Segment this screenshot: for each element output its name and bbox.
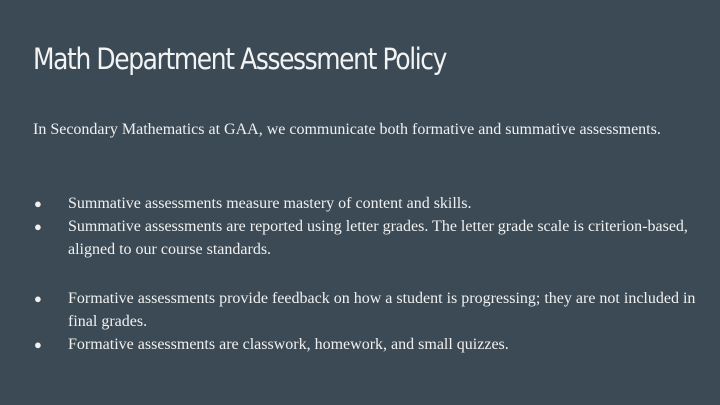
- bullet-icon: ●: [34, 219, 42, 234]
- bullet-item: [33, 333, 698, 356]
- formative-bullet-list: [33, 287, 698, 356]
- summative-bullet-list: [33, 192, 698, 261]
- bullet-item: [33, 287, 698, 333]
- bullet-item: [33, 215, 698, 261]
- bullet-text: Summative assessments are reported using letter grades. The letter grade scale is criterion-based, aligned to our course standards.: [68, 218, 688, 258]
- bullet-item: [33, 192, 698, 215]
- slide-title: Math Department Assessment Policy: [33, 42, 447, 76]
- bullet-text: Summative assessments measure mastery of content and skills.: [68, 195, 472, 212]
- bullet-icon: ●: [34, 291, 42, 306]
- bullet-icon: ●: [34, 337, 42, 352]
- intro-paragraph: In Secondary Mathematics at GAA, we communicate both formative and summative assessments.: [33, 121, 661, 138]
- bullet-icon: ●: [34, 196, 42, 211]
- bullet-text: Formative assessments are classwork, homework, and small quizzes.: [68, 336, 509, 353]
- bullet-text: Formative assessments provide feedback on how a student is progressing; they are not included in final grades.: [68, 290, 696, 330]
